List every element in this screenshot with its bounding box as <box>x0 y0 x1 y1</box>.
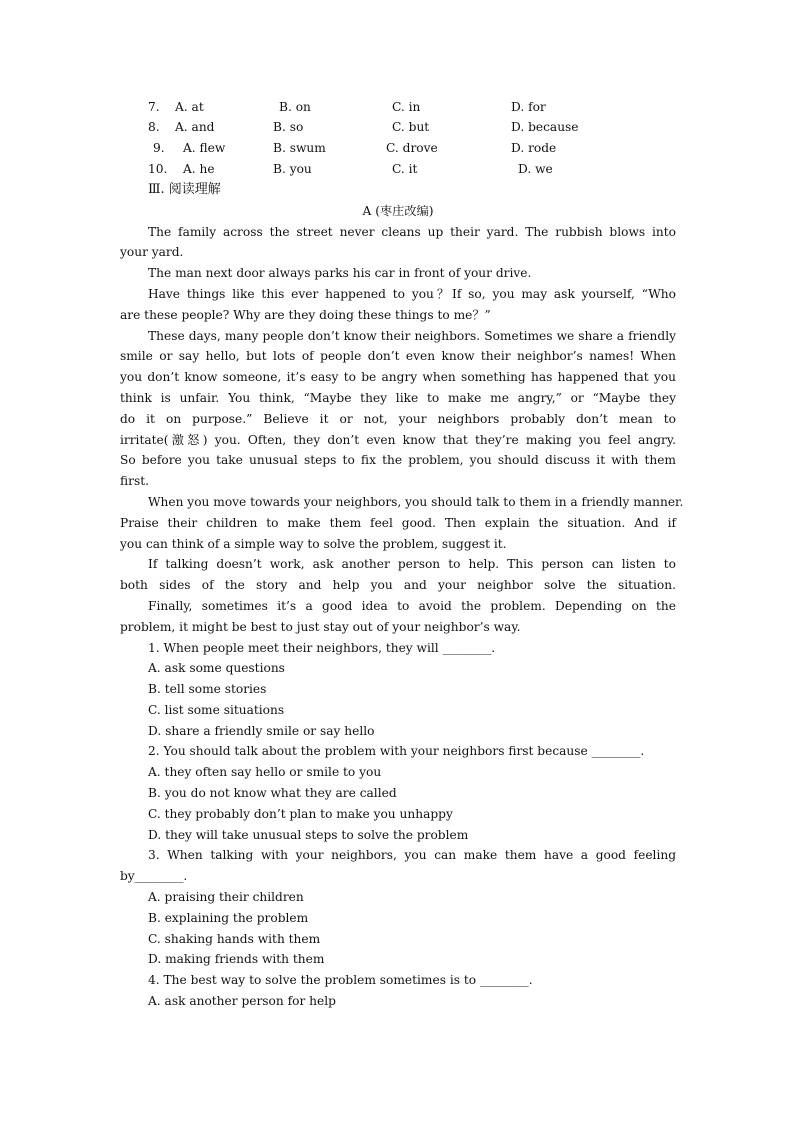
passage-line: Have things like this ever happened to you？If so, you may ask yourself, “Who <box>148 287 676 301</box>
answer-option: A. they often say hello or smile to you <box>148 765 382 779</box>
option-row-7 <box>148 97 668 117</box>
passage-line: When you move towards your neighbors, you should talk to them in a friendly manner. <box>148 495 684 509</box>
question-stem: 3. When talking with your neighbors, you can make them have a good feeling <box>148 848 676 862</box>
answer-option: C. list some situations <box>148 703 285 717</box>
answer-option: D. share a friendly smile or say hello <box>148 724 375 738</box>
passage-line: think is unfair. You think, “Maybe they like to make me angry,” or “Maybe they <box>120 391 676 405</box>
question-stem: 1. When people meet their neighbors, they will ________. <box>148 641 496 655</box>
question-number: 8. <box>148 120 160 134</box>
section-heading: Ⅲ. 阅读理解 <box>148 182 221 197</box>
answer-option: A. ask another person for help <box>148 994 336 1008</box>
option-a: A. at <box>175 100 204 114</box>
option-d: D. because <box>511 120 579 134</box>
passage-line: first. <box>120 474 149 488</box>
passage-line: So before you take unusual steps to fix the problem, you should discuss it with them <box>120 453 676 467</box>
answer-option: C. they probably don’t plan to make you unhappy <box>148 807 453 821</box>
option-d: D. we <box>518 162 553 176</box>
answer-option: A. ask some questions <box>148 661 285 675</box>
option-a: A. and <box>175 120 215 134</box>
option-b: B. swum <box>273 141 326 155</box>
answer-option: A. praising their children <box>148 890 304 904</box>
question-stem-continued: by________. <box>120 869 188 883</box>
option-a: A. he <box>183 162 215 176</box>
question-number: 9. <box>153 141 165 155</box>
passage-line: The man next door always parks his car in front of your drive. <box>148 266 532 280</box>
passage-line: If talking doesn’t work, ask another person to help. This person can listen to <box>148 557 676 571</box>
answer-option: C. shaking hands with them <box>148 932 321 946</box>
option-d: D. rode <box>511 141 557 155</box>
answer-option: B. tell some stories <box>148 682 267 696</box>
answer-option: B. explaining the problem <box>148 911 309 925</box>
option-row-8 <box>148 117 668 137</box>
option-c: C. but <box>392 120 430 134</box>
passage-line: you can think of a simple way to solve the problem, suggest it. <box>120 537 507 551</box>
option-b: B. so <box>273 120 304 134</box>
passage-line: irritate(激怒) you. Often, they don’t even know that they’re making you feel angry. <box>120 433 676 447</box>
answer-option: D. making friends with them <box>148 952 325 966</box>
passage-title: A (枣庄改编) <box>362 204 434 218</box>
option-c: C. drove <box>386 141 438 155</box>
passage-line: The family across the street never cleans up their yard. The rubbish blows into <box>148 225 676 239</box>
option-row-9 <box>148 138 668 158</box>
option-c: C. it <box>392 162 418 176</box>
answer-option: D. they will take unusual steps to solve the problem <box>148 828 469 842</box>
passage-line: are these people? Why are they doing these things to me？” <box>120 308 491 322</box>
passage-line: Praise their children to make them feel good. Then explain the situation. And if <box>120 516 676 530</box>
passage-line: problem, it might be best to just stay out of your neighbor’s way. <box>120 620 521 634</box>
passage-line: your yard. <box>120 245 184 259</box>
question-stem: 2. You should talk about the problem with your neighbors first because ________. <box>148 744 645 758</box>
option-d: D. for <box>511 100 546 114</box>
option-b: B. on <box>279 100 311 114</box>
passage-line: you don’t know someone, it’s easy to be angry when something has happened that you <box>120 370 676 384</box>
option-row-10 <box>148 159 668 179</box>
passage-line: Finally, sometimes it’s a good idea to avoid the problem. Depending on the <box>148 599 676 613</box>
passage-line: These days, many people don’t know their neighbors. Sometimes we share a friendly <box>148 329 676 343</box>
question-number: 7. <box>148 100 160 114</box>
answer-option: B. you do not know what they are called <box>148 786 397 800</box>
question-number: 10. <box>148 162 168 176</box>
passage-line: smile or say hello, but lots of people don’t even know their neighbor’s names! When <box>120 349 676 363</box>
passage-line: both sides of the story and help you and your neighbor solve the situation. <box>120 578 676 592</box>
option-a: A. flew <box>183 141 226 155</box>
option-b: B. you <box>273 162 312 176</box>
passage-line: do it on purpose.” Believe it or not, your neighbors probably don’t mean to <box>120 412 676 426</box>
question-stem: 4. The best way to solve the problem sometimes is to ________. <box>148 973 533 987</box>
option-c: C. in <box>392 100 421 114</box>
